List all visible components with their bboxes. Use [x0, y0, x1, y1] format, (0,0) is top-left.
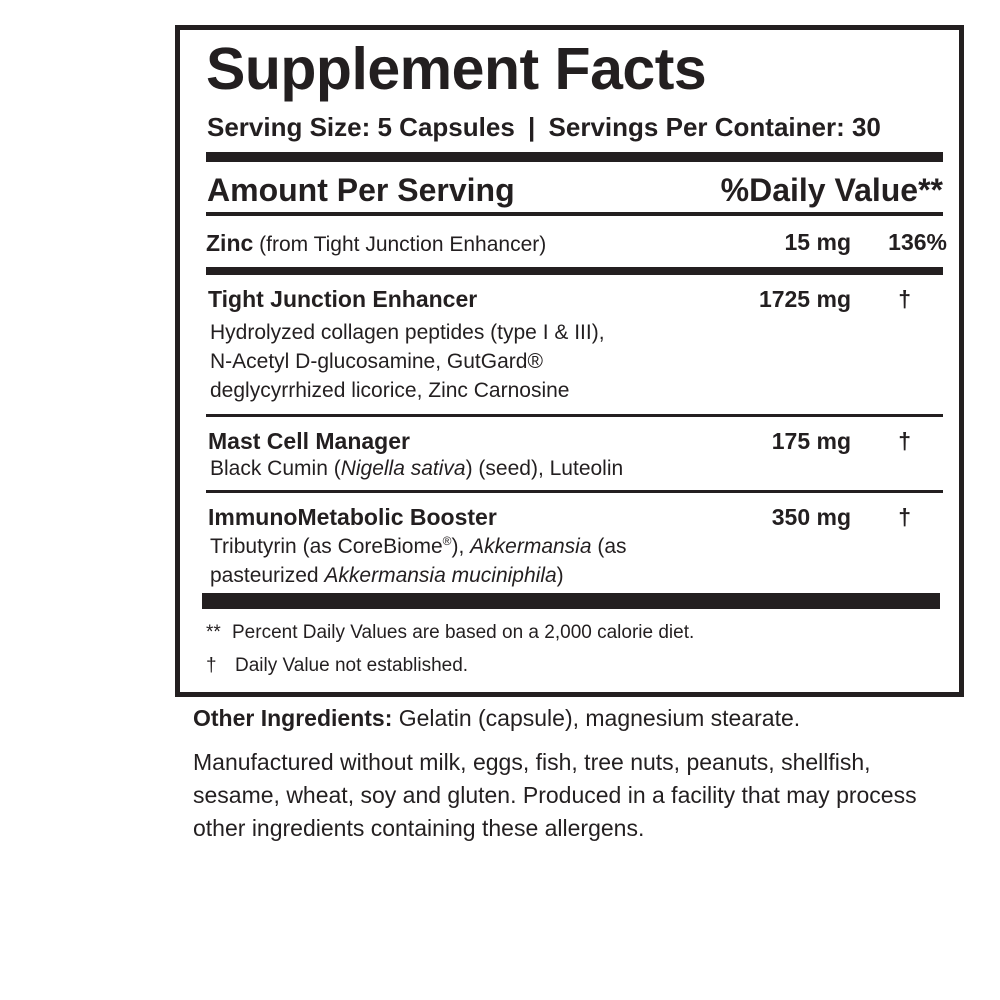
- row-divider: [206, 414, 943, 417]
- footnote-dv-basis: [206, 623, 694, 642]
- other-ingredients-text: Gelatin (capsule), magnesium stearate.: [392, 705, 801, 731]
- tight-junction-line-2: N-Acetyl D-glucosamine, GutGard®: [210, 350, 543, 373]
- tight-junction-line-3: deglycyrrhized licorice, Zinc Carnosine: [210, 379, 570, 402]
- immuno-desc-part: ): [556, 564, 564, 587]
- amount-per-serving-header: Amount Per Serving: [207, 172, 515, 208]
- other-ingredients-label: Other Ingredients:: [193, 705, 393, 731]
- tight-junction-line-1: Hydrolyzed collagen peptides (type I & III),: [210, 321, 605, 344]
- thick-divider: [202, 593, 940, 609]
- immuno-desc-part: (as: [591, 535, 627, 558]
- immunometabolic-line-1: [210, 532, 627, 561]
- footnote-text: Percent Daily Values are based on a 2,000 calorie diet.: [232, 622, 695, 643]
- immuno-desc-part: Tributyrin (as CoreBiome: [210, 535, 443, 558]
- immunometabolic-dv: †: [898, 504, 911, 530]
- tight-junction-name: Tight Junction Enhancer: [208, 286, 478, 312]
- mast-cell-description: [210, 454, 623, 483]
- immunometabolic-line-2: [210, 561, 564, 590]
- servings-per-container: Servings Per Container: 30: [548, 112, 881, 142]
- registered-mark: ®: [442, 534, 452, 548]
- immuno-desc-part: ),: [451, 535, 471, 558]
- zinc-dv: 136%: [888, 229, 947, 255]
- serving-separator: |: [528, 112, 536, 142]
- nutrient-row-zinc: [206, 232, 546, 255]
- immuno-desc-italic: Akkermansia: [470, 535, 592, 558]
- immunometabolic-amount: 350 mg: [771, 504, 851, 530]
- thick-divider: [206, 267, 943, 275]
- header-divider: [206, 212, 943, 216]
- panel-title: Supplement Facts: [206, 36, 707, 102]
- zinc-note: (from Tight Junction Enhancer): [259, 233, 547, 256]
- zinc-amount: 15 mg: [784, 229, 851, 255]
- immunometabolic-name: ImmunoMetabolic Booster: [208, 504, 497, 530]
- row-divider: [206, 490, 943, 493]
- zinc-name: Zinc: [206, 230, 254, 256]
- daily-value-header: %Daily Value**: [720, 172, 943, 208]
- mast-cell-desc-part: Black Cumin (: [210, 457, 341, 480]
- tight-junction-amount: 1725 mg: [758, 286, 851, 312]
- immuno-desc-part: pasteurized: [210, 564, 325, 587]
- footnote-not-established: [206, 656, 468, 675]
- thick-divider: [206, 152, 943, 162]
- serving-size: Serving Size: 5 Capsules: [207, 112, 515, 142]
- mast-cell-desc-part: ) (seed), Luteolin: [465, 457, 624, 480]
- other-ingredients: [193, 702, 973, 735]
- mast-cell-amount: 175 mg: [771, 428, 851, 454]
- immuno-desc-italic: Akkermansia muciniphila: [324, 564, 557, 587]
- allergen-statement: Manufactured without milk, eggs, fish, tree nuts, peanuts, shellfish, sesame, wheat, soy and gluten. Produced in a facility that may process other ingredients containing these allergens.: [193, 749, 917, 841]
- footnote-text: Daily Value not established.: [235, 655, 469, 676]
- serving-info: [207, 114, 881, 140]
- mast-cell-name: Mast Cell Manager: [208, 428, 410, 454]
- footnote-symbol: **: [206, 622, 221, 643]
- mast-cell-desc-italic: Nigella sativa: [340, 457, 466, 480]
- footnote-symbol: †: [206, 655, 217, 676]
- supplement-facts-panel: [175, 25, 964, 697]
- tight-junction-dv: †: [898, 286, 911, 312]
- mast-cell-dv: †: [898, 428, 911, 454]
